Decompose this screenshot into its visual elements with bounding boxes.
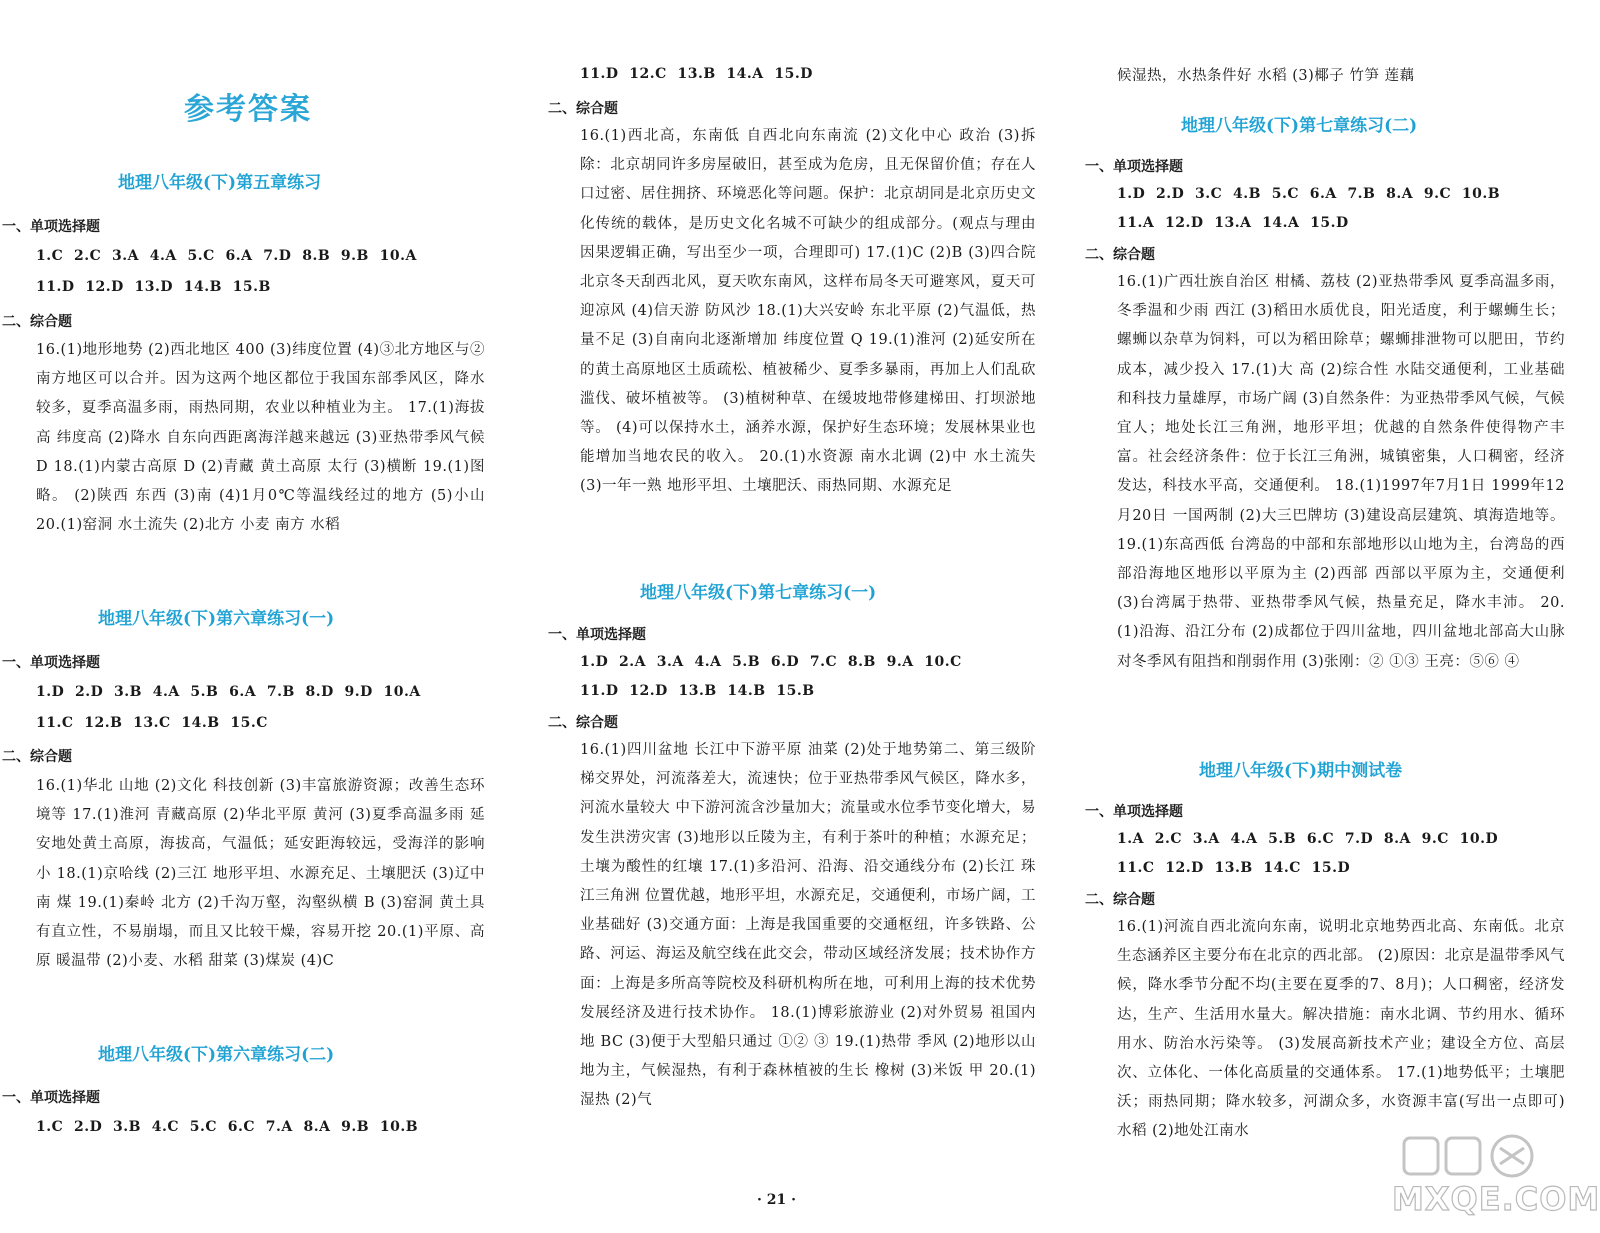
section-title-ch6b: 地理八年级(下)第六章练习(二) — [98, 1045, 335, 1065]
section-title-midterm: 地理八年级(下)期中测试卷 — [1199, 761, 1403, 781]
mc-answers-line: 1.D 2.D 3.B 4.A 5.B 6.A 7.B 8.D 9.D 10.A — [36, 684, 421, 700]
comprehensive-answers: 16.(1)地形地势 (2)西北地区 400 (3)纬度位置 (4)③北方地区与②南方地区可以合并。因为这两个地区都位于我国东部季风区，降水较多，夏季高温多雨，雨热同期，农业以种植业为主。 17.(1)海拔高 纬度高 (2)降水 自东向西距离海洋越来越远 (3)亚热带季风气候 D 18.(1)内蒙古高原 D (2)青藏 黄土高原 太行 (3)横断 19.(1)图略。 (2)陕西 东西 (3)南 (4)1月0℃等温线经过的地方 (5)小山 20.(1)窑洞 水土流失 (2)北方 小麦 南方 水稻 — [36, 342, 485, 534]
mc-heading: 一、单项选择题 — [2, 219, 100, 235]
comprehensive-answers: 16.(1)四川盆地 长江中下游平原 油菜 (2)处于地势第二、第三级阶梯交界处，河流落差大，流速快；位于亚热带季风气候区，降水多，河流水量较大 中下游河流含沙量加大；流量或水位季节变化增大，易发生洪涝灾害 (3)地形以丘陵为主，有利于茶叶的种植；水源充足；土壤为酸性的红壤 17.(1)多沿河、沿海、沿交通线分布 (2)长江 珠江三角洲 位置优越，地形平坦，水源充足，交通便利，市场广阔，工业基础好 (3)交通方面：上海是我国重要的交通枢纽，许多铁路、公路、河运、海运及航空线在此交会，带动区域经济发展；技术协作方面：上海是多所高等院校及科研机构所在地，可利用上海的技术优势发展经济及进行技术协作。 18.(1)博彩旅游业 (2)对外贸易 祖国内地 BC (3)便于大型船只通过 ①② ③ 19.(1)热带 季风 (2)地形以山地为主，气候湿热，有利于森林植被的生长 橡树 (3)米饭 甲 20.(1)湿热 (2)气 — [580, 742, 1036, 1109]
comprehensive-answers: 16.(1)河流自西北流向东南，说明北京地势西北高、东南低。北京生态涵养区主要分布在北京的西北部。 (2)原因：北京是温带季风气候，降水季节分配不均(主要在夏季的7、8月)；人口稠密，经济发达，生产、生活用水量大。解决措施：南水北调、节约用水、循环用水、防治水污染等。 (3)发展高新技术产业；建设全方位、高层次、立体化、一体化高质量的交通体系。 17.(1)地势低平；土壤肥沃；雨热同期；降水较多，河湖众多，水资源丰富(写出一点即可) 水稻 (2)地处江南水 — [1117, 919, 1565, 1140]
comprehensive-heading: 二、综合题 — [548, 715, 618, 731]
comprehensive-heading: 二、综合题 — [1085, 247, 1155, 263]
comprehensive-heading: 二、综合题 — [2, 749, 72, 765]
mc-answers-line: 11.D 12.D 13.D 14.B 15.B — [36, 279, 271, 295]
comprehensive-answers-continued: 候湿热，水热条件好 水稻 (3)椰子 竹笋 莲藕 — [1117, 68, 1415, 84]
comprehensive-heading: 二、综合题 — [1085, 892, 1155, 908]
mc-heading: 一、单项选择题 — [1085, 159, 1183, 175]
comprehensive-answers: 16.(1)广西壮族自治区 柑橘、荔枝 (2)亚热带季风 夏季高温多雨，冬季温和少雨 西江 (3)稻田水质优良，阳光适度，利于螺蛳生长；螺蛳以杂草为饲料，可以为稻田除草；螺蛳排泄物可以肥田，节约成本，减少投入 17.(1)大 高 (2)综合性 水陆交通便利，工业基础和科技力量雄厚，市场广阔 (3)自然条件：为亚热带季风气候，气候宜人；地处长江三角洲，地形平坦；优越的自然条件使得物产丰富。社会经济条件：位于长江三角洲，城镇密集，人口稠密，经济发达，科技水平高，交通便利。 18.(1)1997年7月1日 1999年12月20日 一国两制 (2)大三巴牌坊 (3)建设高层建筑、填海造地等。 19.(1)东高西低 台湾岛的中部和东部地形以山地为主，台湾岛的西部沿海地区地形以平原为主 (2)西部 西部以平原为主，交通便利 (3)台湾属于热带、亚热带季风气候，热量充足，降水丰沛。 20.(1)沿海、沿江分布 (2)成都位于四川盆地，四川盆地北部高大山脉对冬季风有阻挡和削弱作用 (3)张刚：② ①③ 王亮：⑤⑥ ④ — [1117, 274, 1565, 670]
page-title: 参考答案 — [184, 92, 312, 127]
mc-answers-line: 1.C 2.D 3.B 4.C 5.C 6.C 7.A 8.A 9.B 10.B — [36, 1119, 419, 1135]
mc-answers-line: 11.C 12.B 13.C 14.B 15.C — [36, 715, 268, 731]
mc-heading: 一、单项选择题 — [1085, 804, 1183, 820]
comprehensive-answers: 16.(1)华北 山地 (2)文化 科技创新 (3)丰富旅游资源；改善生态环境等 17.(1)淮河 青藏高原 (2)华北平原 黄河 (3)夏季高温多雨 延安地处黄土高原，海拔高，气温低；延安距海较远，受海洋的影响小 18.(1)京哈线 (2)三江 地形平坦、水源充足、土壤肥沃 (3)辽中南 煤 19.(1)秦岭 北方 (2)千沟万壑，沟壑纵横 B (3)窑洞 黄土具有直立性，不易崩塌，而且又比较干燥，容易开挖 20.(1)平原、高原 暖温带 (2)小麦、水稻 甜菜 (3)煤炭 (4)C — [36, 778, 485, 970]
mc-answers-line: 11.C 12.D 13.B 14.C 15.D — [1117, 860, 1351, 876]
mc-heading: 一、单项选择题 — [548, 627, 646, 643]
watermark-url: MXQE.COM — [1392, 1180, 1600, 1218]
section-title-ch6a: 地理八年级(下)第六章练习(一) — [98, 609, 335, 629]
mc-answers-line: 11.A 12.D 13.A 14.A 15.D — [1117, 215, 1349, 231]
comprehensive-heading: 二、综合题 — [2, 314, 72, 330]
mc-answers-line: 1.A 2.C 3.A 4.A 5.B 6.C 7.D 8.A 9.C 10.D — [1117, 831, 1499, 847]
mc-heading: 一、单项选择题 — [2, 655, 100, 671]
comprehensive-answers: 16.(1)西北高，东南低 自西北向东南流 (2)文化中心 政治 (3)拆除：北京胡同许多房屋破旧，甚至成为危房，且无保留价值；存在人口过密、居住拥挤、环境恶化等问题。保护：北京胡同是北京历史文化传统的载体，是历史文化名城不可缺少的组成部分。(观点与理由因果逻辑正确，写出至少一项，合理即可) 17.(1)C (2)B (3)四合院 北京冬天刮西北风，夏天吹东南风，这样布局冬天可避寒风，夏天可迎凉风 (4)信天游 防风沙 18.(1)大兴安岭 东北平原 (2)气温低，热量不足 (3)自南向北逐渐增加 纬度位置 Q 19.(1)淮河 (2)延安所在的黄土高原地区土质疏松、植被稀少、夏季多暴雨，再加上人们乱砍滥伐、破坏植被等。 (3)植树种草、在缓坡地带修建梯田、打坝淤地等。 (4)可以保持水土，涵养水源，保护好生态环境；发展林果业也能增加当地农民的收入。 20.(1)水资源 南水北调 (2)中 水土流失 (3)一年一熟 地形平坦、土壤肥沃、雨热同期、水源充足 — [580, 128, 1036, 495]
comprehensive-heading: 二、综合题 — [548, 101, 618, 117]
mc-answers-line: 11.D 12.D 13.B 14.B 15.B — [580, 683, 815, 699]
page-number: · 21 · — [757, 1192, 796, 1208]
mc-answers-line: 11.D 12.C 13.B 14.A 15.D — [580, 66, 813, 82]
mc-heading: 一、单项选择题 — [2, 1090, 100, 1106]
section-title-ch7a: 地理八年级(下)第七章练习(一) — [640, 583, 877, 603]
mc-answers-line: 1.C 2.C 3.A 4.A 5.C 6.A 7.D 8.B 9.B 10.A — [36, 248, 417, 264]
watermark-logo-icon — [1400, 1128, 1560, 1188]
section-title-ch7b: 地理八年级(下)第七章练习(二) — [1181, 116, 1418, 136]
mc-answers-line: 1.D 2.A 3.A 4.A 5.B 6.D 7.C 8.B 9.A 10.C — [580, 654, 962, 670]
mc-answers-line: 1.D 2.D 3.C 4.B 5.C 6.A 7.B 8.A 9.C 10.B — [1117, 186, 1501, 202]
section-title-ch5: 地理八年级(下)第五章练习 — [118, 173, 322, 193]
